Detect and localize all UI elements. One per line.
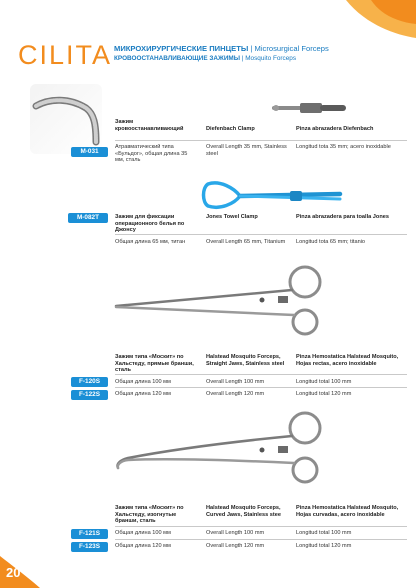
product-name-en: Jones Towel Clamp xyxy=(206,214,258,220)
spec-es: Longitud total 120 mm xyxy=(296,543,352,549)
row-divider xyxy=(115,387,407,388)
product-name-ru: Зажим типа «Москит» по Хальстеду, изогнутые бранши, сталь xyxy=(115,505,184,525)
spec-en: Overall Length 120 mm xyxy=(206,543,265,549)
subtitle-en: Mosquito Forceps xyxy=(245,55,297,62)
page-header xyxy=(114,44,404,62)
product-name-es: Pinza Hemostatica Halstead Mosquito, Hojas rectas, acero inoxidable xyxy=(296,354,399,367)
spec-en: Overall Length 65 mm, Titanium xyxy=(206,239,286,245)
spec-ru: Атравматичеcкий типа «Бульдог», общая длина 35 мм, сталь xyxy=(115,144,188,164)
mosquito-forceps-straight-image xyxy=(110,260,330,340)
product-name-ru: Зажим для фиксации операционного белья по Джонсу xyxy=(115,214,185,234)
row-divider xyxy=(115,234,407,235)
mosquito-forceps-curved-image xyxy=(110,408,330,488)
spec-es: Longitud tota 65 mm; titanio xyxy=(296,239,366,245)
spec-es: Longitud total 120 mm xyxy=(296,391,352,397)
page-number: 20 xyxy=(6,565,21,580)
title-separator: | xyxy=(250,44,253,53)
spec-ru: Общая длина 100 мм xyxy=(115,530,171,536)
spec-ru: Общая длина 120 мм xyxy=(115,391,171,397)
product-code-badge: F-121S xyxy=(71,529,108,539)
product-code-badge: M-031 xyxy=(71,147,108,157)
product-code-badge: M-082T xyxy=(68,213,108,223)
product-name-en: Halstead Mosquito Forceps, Curved Jaws, Stainless stee xyxy=(206,505,281,518)
bulldog-clamp-photo xyxy=(30,84,102,154)
spec-es: Longitud tota 35 mm; acero inoxidable xyxy=(296,144,391,150)
subtitle-ru: КРОВООСТАНАВЛИВАЮЩИЕ ЗАЖИМЫ xyxy=(114,55,240,62)
product-name-es: Pinza abrazadera Diefenbach xyxy=(296,126,374,132)
product-name-es: Pinza abrazadera para toalla Jones xyxy=(296,214,389,220)
product-name-en: Diefenbach Clamp xyxy=(206,126,255,132)
row-divider xyxy=(115,374,407,375)
row-divider xyxy=(115,526,407,527)
spec-es: Longitud total 100 mm xyxy=(296,530,352,536)
product-name-es: Pinza Hemostatica Halstead Mosquito, Hojas curvadas, acero inoxidable xyxy=(296,505,399,518)
spec-en: Overall Length 100 mm xyxy=(206,530,265,536)
row-divider xyxy=(115,140,407,141)
diefenbach-clamp-image xyxy=(270,96,350,122)
product-name-ru: Зажим кровоостанавливающий xyxy=(115,119,184,132)
product-code-badge: F-123S xyxy=(71,542,108,552)
spec-en: Overall Length 120 mm xyxy=(206,391,265,397)
page-subtitle xyxy=(114,55,404,62)
spec-en: Overall Length 35 mm, Stainless steel xyxy=(206,144,287,157)
jones-towel-clamp-image xyxy=(200,178,350,214)
product-name-ru: Зажим типа «Москит» по Хальстеду, прямые бранши, сталь xyxy=(115,354,194,374)
product-name-en: Halstead Mosquito Forceps, Straight Jaws, Stainless steel xyxy=(206,354,285,367)
row-divider xyxy=(115,539,407,540)
subtitle-separator: | xyxy=(241,55,244,62)
spec-ru: Общая длина 65 мм, титан xyxy=(115,239,186,245)
spec-ru: Общая длина 100 мм xyxy=(115,379,171,385)
title-ru: МИКРОХИРУРГИЧЕСКИЕ ПИНЦЕТЫ xyxy=(114,44,249,53)
spec-en: Overall Length 100 mm xyxy=(206,379,265,385)
spec-ru: Общая длина 120 мм xyxy=(115,543,171,549)
title-en: Microsurgical Forceps xyxy=(254,44,329,53)
page-title xyxy=(114,44,404,53)
product-code-badge: F-120S xyxy=(71,377,108,387)
spec-es: Longitud total 100 mm xyxy=(296,379,352,385)
brand-logo: CILITA xyxy=(18,40,113,70)
product-code-badge: F-122S xyxy=(71,390,108,400)
